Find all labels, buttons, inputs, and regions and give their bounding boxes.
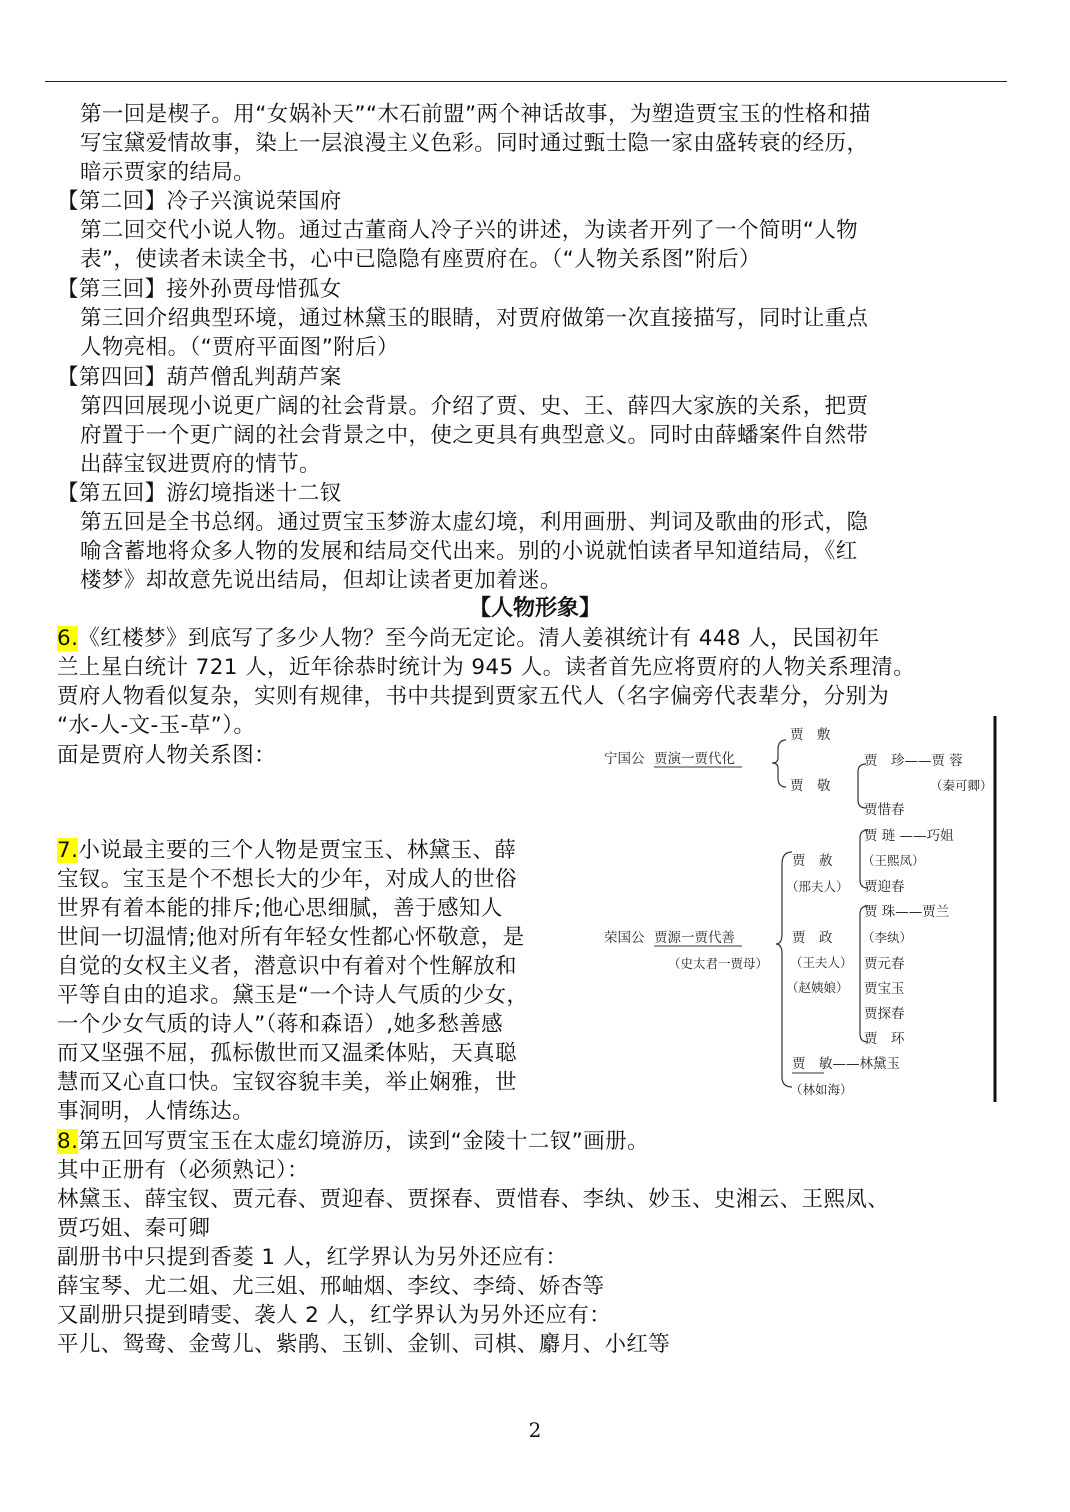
chapter-2-heading: 【第二回】冷子兴演说荣国府 xyxy=(57,189,342,214)
lin-ruhai: （林如海） xyxy=(790,1082,853,1097)
item-7-text-1: 小说最主要的三个人物是贾宝玉、林黛玉、薛 xyxy=(78,838,517,863)
chapter-3-line-1: 第三回介绍典型环境，通过林黛玉的眼睛，对贾府做第一次直接描写，同时让重点 xyxy=(80,306,869,331)
jia-zhu: 贾 珠——贾兰 xyxy=(864,904,950,920)
item-7-line-5: 自觉的女权主义者，潜意识中有着对个性解放和 xyxy=(57,954,517,979)
intro-line-1: 第一回是楔子。用“女娲补天”“木石前盟”两个神话故事，为塑造贾宝玉的性格和描 xyxy=(80,102,871,127)
item-6-line-1 xyxy=(57,624,880,653)
jia-tanchun: 贾探春 xyxy=(864,1006,905,1022)
jia-lian: 贾 琏 ——巧姐 xyxy=(864,828,954,844)
item-7-line-3: 世界有着本能的排斥;他心思细腻，善于感知人 xyxy=(57,896,503,921)
jia-fu: 贾 敷 xyxy=(790,727,831,743)
shi-taijun: （史太君一贾母） xyxy=(668,956,769,971)
chapter-5-line-1: 第五回是全书总纲。通过贾宝玉梦游太虚幻境，利用画册、判词及歌曲的形式，隐 xyxy=(80,510,869,535)
item-8-line-6: 薛宝琴、尤二姐、尤三姐、邢岫烟、李纹、李绮、娇杏等 xyxy=(57,1274,605,1299)
li-wan: （李纨） xyxy=(862,930,913,945)
intro-line-3: 暗示贾家的结局。 xyxy=(80,160,256,185)
item-8-line-8: 平儿、鸳鸯、金莺儿、紫鹃、玉钏、金钏、司棋、麝月、小红等 xyxy=(57,1332,671,1357)
page-number: 2 xyxy=(528,1418,542,1442)
jia-zheng: 贾 政 xyxy=(792,930,833,946)
jia-xichun: 贾惜春 xyxy=(864,802,905,818)
item-8-line-4: 贾巧姐、秦可卿 xyxy=(57,1216,211,1241)
wang-furen: （王夫人） xyxy=(790,955,853,970)
ningguo-label: 宁国公 xyxy=(604,751,645,767)
chapter-2-line-2: 表”，使读者未读全书，心中已隐隐有座贾府在。（“人物关系图”附后） xyxy=(80,247,761,272)
zhao-yiniang: （赵姨娘） xyxy=(786,980,849,995)
item-8-number: 8. xyxy=(57,1129,79,1154)
intro-line-2: 写宝黛爱情故事，染上一层浪漫主义色彩。同时通过甄士隐一家由盛转衰的经历， xyxy=(80,131,869,156)
item-7-line-6: 平等自由的追求。黛玉是“一个诗人气质的少女， xyxy=(57,983,529,1008)
item-8-line-7: 又副册只提到晴雯、袭人 2 人，红学界认为另外还应有： xyxy=(57,1303,612,1328)
item-8-line-3: 林黛玉、薛宝钗、贾元春、贾迎春、贾探春、贾惜春、李纨、妙玉、史湘云、王熙凤、 xyxy=(57,1187,890,1212)
jia-min: 贾 敏——林黛玉 xyxy=(792,1056,900,1072)
chapter-2-line-1: 第二回交代小说人物。通过古董商人冷子兴的讲述，为读者开列了一个简明“人物 xyxy=(80,218,859,243)
item-8-text-1: 第五回写贾宝玉在太虚幻境游历，读到“金陵十二钗”画册。 xyxy=(78,1129,649,1154)
item-6-text-1: 《红楼梦》到底写了多少人物？至今尚无定论。清人姜祺统计有 448 人，民国初年 xyxy=(78,626,880,651)
chapter-5-line-3: 楼梦》却故意先说出结局，但却让读者更加着迷。 xyxy=(80,568,562,593)
item-6-line-2: 兰上星白统计 721 人，近年徐恭时统计为 945 人。读者首先应将贾府的人物关系理清。 xyxy=(57,655,916,680)
item-6-line-4: “水-人-文-玉-草”）。 xyxy=(57,713,256,738)
chapter-3-heading: 【第三回】接外孙贾母惜孤女 xyxy=(57,277,342,302)
item-6-after: 面是贾府人物关系图： xyxy=(57,743,277,768)
jia-yuanchun: 贾元春 xyxy=(864,956,905,972)
chapter-5-line-2: 喻含蓄地将众多人物的发展和结局交代出来。别的小说就怕读者早知道结局，《红 xyxy=(80,539,858,564)
item-7-line-10: 事洞明，人情练达。 xyxy=(57,1099,255,1124)
item-7-line-7: 一个少女气质的诗人”（蒋和森语）,她多愁善感 xyxy=(57,1012,504,1037)
item-8-line-1 xyxy=(57,1127,649,1156)
item-7-line-8: 而又坚强不屈，孤标傲世而又温柔体贴，天真聪 xyxy=(57,1041,517,1066)
chapter-5-heading: 【第五回】游幻境指迷十二钗 xyxy=(57,481,342,506)
jia-she: 贾 赦 xyxy=(792,853,833,869)
item-6-line-3: 贾府人物看似复杂，实则有规律，书中共提到贾家五代人（名字偏旁代表辈分，分别为 xyxy=(57,684,890,709)
item-7-number: 7. xyxy=(57,838,79,863)
chapter-4-line-3: 出薛宝钗进贾府的情节。 xyxy=(80,452,321,477)
rongguo-line: 贾源一贾代善 xyxy=(654,930,735,946)
jia-baoyu: 贾宝玉 xyxy=(864,981,905,997)
wang-xifeng: （王熙凤） xyxy=(862,853,925,868)
item-7-line-4: 世间一切温情;他对所有年轻女性都心怀敬意，是 xyxy=(57,925,525,950)
chapter-3-line-2: 人物亮相。（“贾府平面图”附后） xyxy=(80,335,399,360)
jia-zhen: 贾 珍——贾 蓉 xyxy=(864,753,963,769)
chapter-4-line-2: 府置于一个更广阔的社会背景之中，使之更具有典型意义。同时由薛蟠案件自然带 xyxy=(80,423,869,448)
jia-yingchun: 贾迎春 xyxy=(864,879,905,895)
item-7-line-2: 宝钗。宝玉是个不想长大的少年，对成人的世俗 xyxy=(57,867,517,892)
ningguo-line: 贾演一贾代化 xyxy=(654,751,735,767)
section-title: 【人物形象】 xyxy=(468,596,601,621)
jia-huan: 贾 环 xyxy=(864,1031,905,1047)
chapter-4-heading: 【第四回】葫芦僧乱判葫芦案 xyxy=(57,365,342,390)
item-8-line-5: 副册书中只提到香菱 1 人，红学界认为另外还应有： xyxy=(57,1245,568,1270)
item-8-line-2: 其中正册有（必须熟记）： xyxy=(57,1158,310,1183)
family-tree-diagram xyxy=(596,712,998,1104)
header-rule xyxy=(45,81,1007,82)
qin-keqing: （秦可卿） xyxy=(930,778,993,793)
jia-jing: 贾 敬 xyxy=(790,778,831,794)
chapter-4-line-1: 第四回展现小说更广阔的社会背景。介绍了贾、史、王、薛四大家族的关系，把贾 xyxy=(80,394,869,419)
xing-furen: （邢夫人） xyxy=(786,879,849,894)
item-7-line-1 xyxy=(57,836,516,865)
ningguo-brace xyxy=(772,740,786,787)
item-7-line-9: 慧而又心直口快。宝钗容貌丰美，举止娴雅，世 xyxy=(57,1070,517,1095)
rongguo-label: 荣国公 xyxy=(604,930,645,946)
item-6-number: 6. xyxy=(57,626,79,651)
